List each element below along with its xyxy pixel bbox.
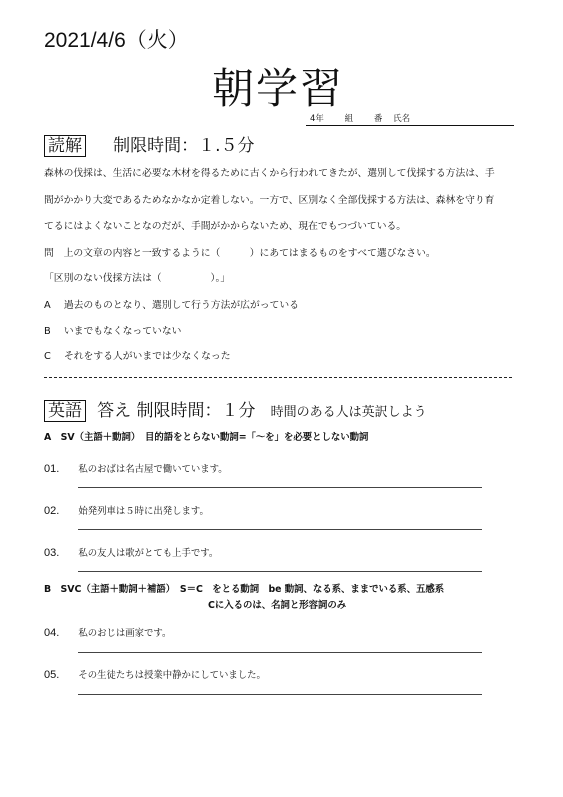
reading-heading bbox=[44, 131, 255, 156]
blank-sentence: 「区別のない伐採方法は（ ）。」 bbox=[44, 273, 231, 284]
question-text: 始発列車は５時に出発します。 bbox=[78, 506, 209, 517]
reading-time-limit: 制限時間：１.５分 bbox=[113, 136, 255, 156]
answer-line[interactable] bbox=[78, 694, 482, 695]
question-text: その生徒たちは授業中静かにしていました。 bbox=[78, 670, 266, 681]
class-label: 組 bbox=[344, 114, 354, 124]
choice-text: いまでもなくなっていない bbox=[63, 326, 182, 337]
name-label: 氏名 bbox=[393, 114, 411, 124]
answer-line[interactable] bbox=[78, 571, 482, 572]
choice-letter: C bbox=[44, 351, 51, 362]
choice-c bbox=[44, 348, 231, 362]
section-divider bbox=[44, 377, 512, 378]
question-text: 私のおじは画家です。 bbox=[78, 628, 172, 639]
question-text: 私のおばは名古屋で働いています。 bbox=[78, 464, 228, 475]
answer-line[interactable] bbox=[78, 529, 482, 530]
english-label: 英語 bbox=[44, 400, 86, 422]
question-text: 私の友人は歌がとても上手です。 bbox=[78, 548, 219, 559]
number-label: 番 bbox=[373, 114, 383, 124]
reading-question: 問 上の文章の内容と一致するように（ ）にあてはまるものをすべて選びなさい。 bbox=[44, 248, 436, 259]
reading-label: 読解 bbox=[44, 135, 86, 157]
reading-paragraph-line: 間がかかり大変であるためなかなか定着しない。一方で、区別なく全部伐採する方法は、森林を守り育 bbox=[44, 195, 495, 206]
page-title: 朝学習 bbox=[212, 64, 345, 113]
question-number: 01. bbox=[44, 463, 60, 475]
question-03 bbox=[44, 541, 218, 560]
question-01 bbox=[44, 457, 228, 476]
english-heading bbox=[44, 396, 427, 421]
english-note: 時間のある人は英訳しよう bbox=[270, 405, 427, 420]
question-05 bbox=[44, 663, 266, 682]
reading-paragraph-line: てるにはよくないことなのだが、手間がかからないため、現在でもつづいている。 bbox=[44, 221, 407, 232]
section-b-description: B SVC（主語＋動詞＋補語） S＝C をとる動詞 be 動詞、なる系、ままでいる系、五感系 bbox=[44, 584, 445, 595]
section-a-description: A SV（主語＋動詞） 目的語をとらない動詞=「～を」を必要としない動詞 bbox=[44, 432, 369, 443]
choice-letter: A bbox=[44, 300, 51, 311]
question-number: 05. bbox=[44, 669, 60, 681]
section-b-note: Cに入るのは、名詞と形容詞のみ bbox=[208, 600, 347, 611]
choice-a bbox=[44, 297, 299, 311]
question-number: 03. bbox=[44, 547, 60, 559]
choice-b bbox=[44, 323, 181, 337]
choice-text: 過去のものとなり、選別して行う方法が広がっている bbox=[63, 300, 299, 311]
english-time-limit: 答え 制限時間：１分 bbox=[97, 401, 256, 421]
question-02 bbox=[44, 499, 209, 518]
choice-text: それをする人がいまでは少なくなった bbox=[63, 351, 231, 362]
date: 2021/4/6（火） bbox=[44, 29, 189, 52]
choice-letter: B bbox=[44, 326, 51, 337]
name-field-row bbox=[306, 112, 514, 126]
answer-line[interactable] bbox=[78, 487, 482, 488]
question-number: 02. bbox=[44, 505, 60, 517]
question-number: 04. bbox=[44, 627, 60, 639]
grade-label: 4年 bbox=[310, 114, 324, 124]
answer-line[interactable] bbox=[78, 652, 482, 653]
reading-paragraph-line: 森林の伐採は、生活に必要な木材を得るために古くから行われてきたが、選別して伐採する方法は、手 bbox=[44, 168, 495, 179]
question-04 bbox=[44, 621, 171, 640]
